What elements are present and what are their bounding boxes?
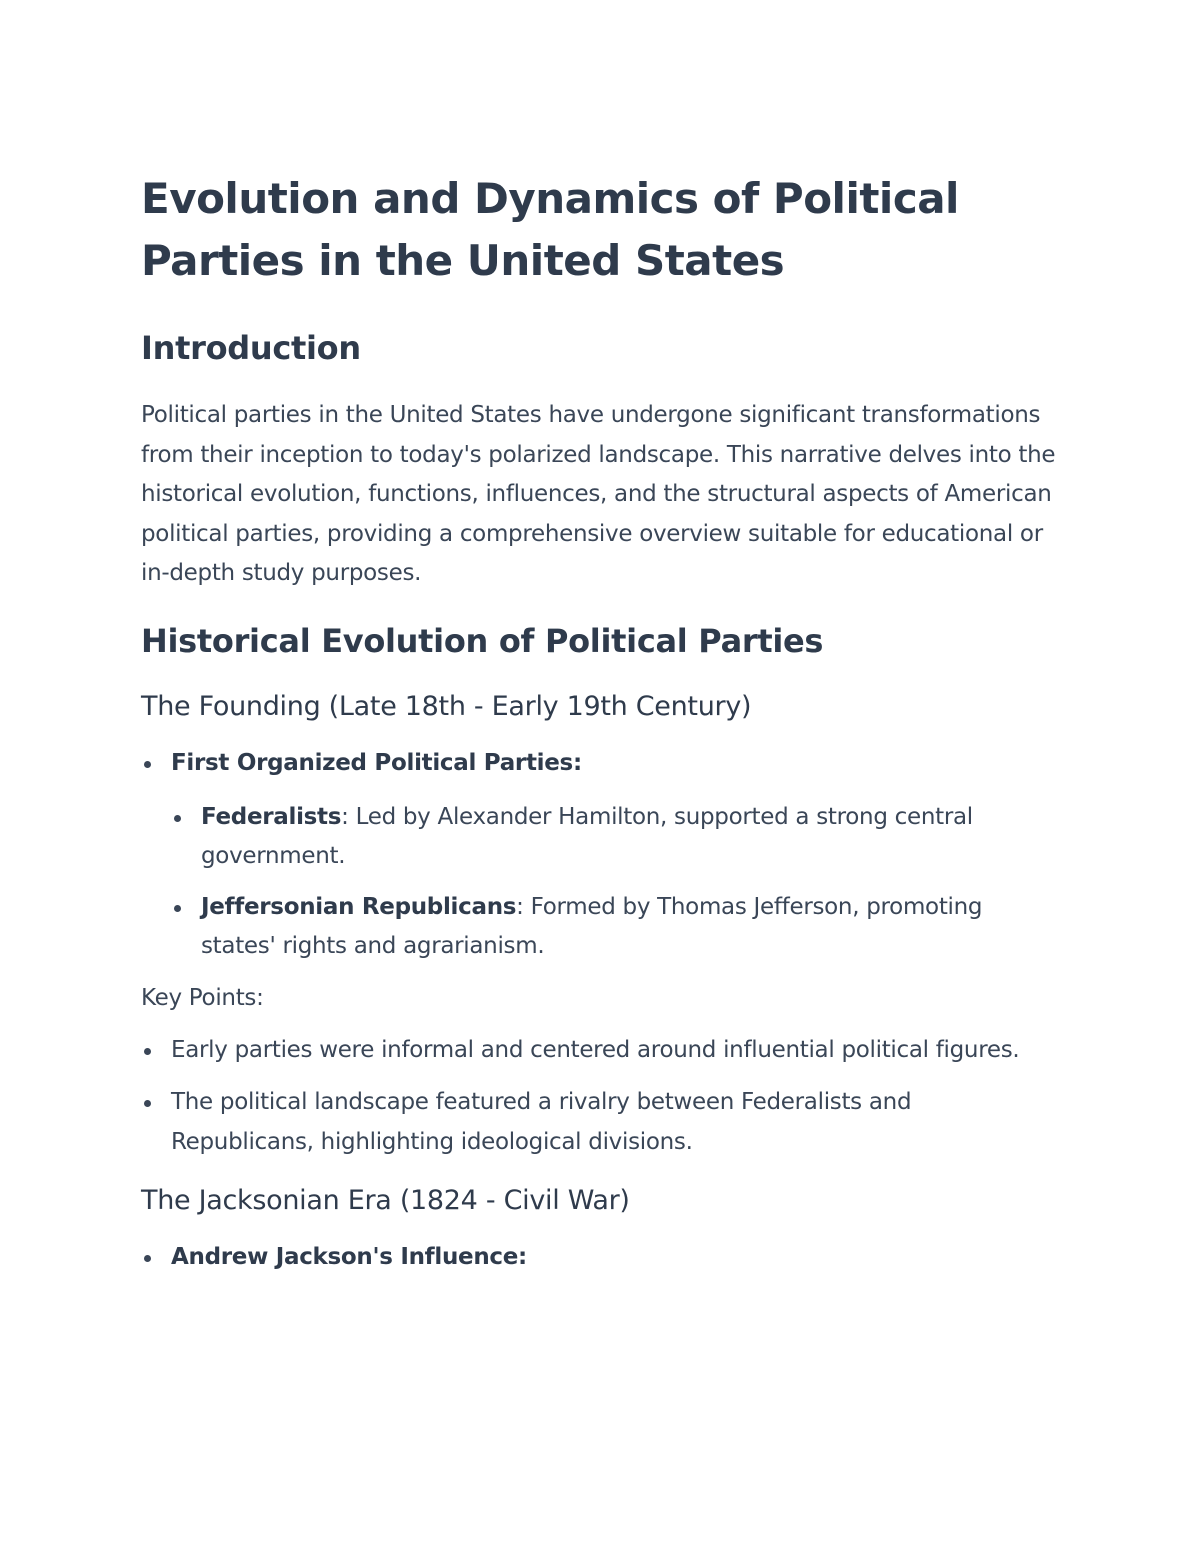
list-item-key-point [141,1083,1060,1162]
first-parties-sublist [171,798,1060,967]
key-points-list [141,1031,1060,1163]
federalists-label: Federalists [201,803,342,830]
key-point-text: The political landscape featured a rivalry between Federalists and Republicans, highlighting ideological divisions. [171,1089,912,1155]
introduction-heading: Introduction [141,329,361,367]
bullet-icon [174,905,181,912]
jacksonian-era-heading: The Jacksonian Era (1824 - Civil War) [141,1185,630,1217]
jacksonian-list [141,1238,1060,1278]
key-point-text: Early parties were informal and centered around influential political figures. [171,1036,1020,1063]
bullet-icon [174,815,181,822]
bullet-icon [144,1048,151,1055]
list-item-federalists [171,798,1060,877]
historical-evolution-heading: Historical Evolution of Political Parties [141,621,824,660]
list-item-first-parties [141,744,1060,967]
introduction-paragraph: Political parties in the United States have undergone significant transformations from their inception to today's polarized landscape. This narrative delves into the historical evolution, functions, influences, and the structural aspects of American political parties, providing a comprehensive overview suitable for educational or in-depth study purposes. [141,402,1056,587]
bullet-icon [144,761,151,768]
founding-list [141,744,1060,967]
federalists-text: : Led by Alexander Hamilton, supported a strong central government. [201,803,973,870]
jeffersonian-republicans-label: Jeffersonian Republicans [201,893,517,920]
first-parties-label: First Organized Political Parties: [171,749,582,776]
founding-era-heading: The Founding (Late 18th - Early 19th Century) [141,690,752,722]
bullet-icon [144,1255,151,1262]
list-item-jeffersonian-republicans [171,888,1060,967]
jeffersonian-republicans-text: : Formed by Thomas Jefferson, promoting states' rights and agrarianism. [201,893,983,960]
list-item-key-point [141,1031,1060,1071]
jackson-influence-label: Andrew Jackson's Influence: [171,1244,527,1271]
key-points-label: Key Points: [141,984,264,1011]
bullet-icon [144,1100,151,1107]
list-item-jackson-influence [141,1238,1060,1278]
document-title: Evolution and Dynamics of Political Parties in the United States [141,174,959,285]
